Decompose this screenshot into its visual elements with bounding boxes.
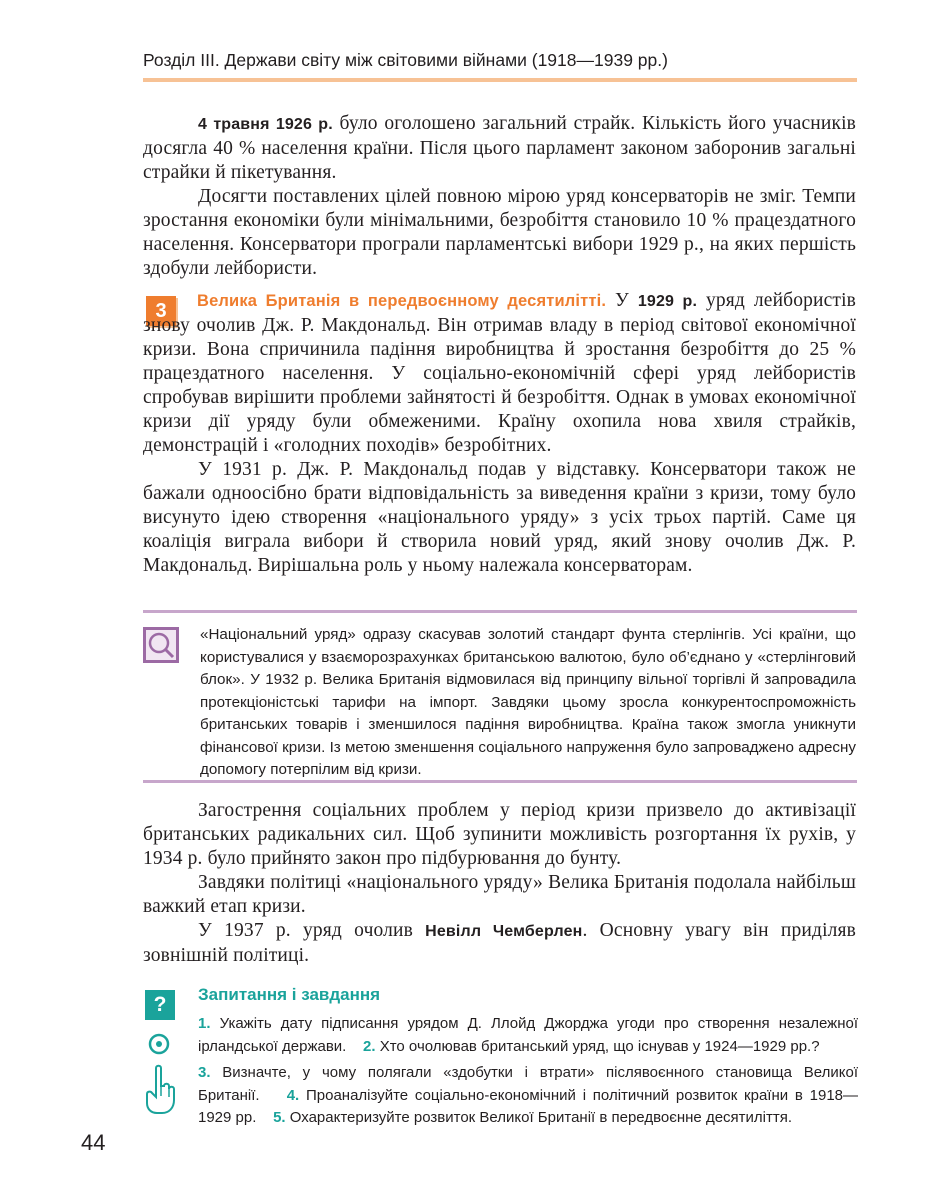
target-icon <box>148 1033 170 1055</box>
paragraph-text: уряд лейбористів знову очолив Дж. Р. Макдональд. Він отримав владу в період світової економічної кризи. Вона спричинила падіння виробництва й зростання безробіття до 25 % працездатного населення. У соціально-економічній сфері уряд лейбористів спробував вирішити проблеми зайнятості й безробіття. Однак в умовах економічної кризи дії уряду були обмеженими. Країну охопила нова хвиля страйків, демонстрацій і «голодних походів» безробітних. <box>143 290 857 456</box>
section-number-badge: 3 <box>146 296 176 326</box>
paragraph-macdonald-resign: У 1931 р. Дж. Р. Макдональд подав у відставку. Консерватори також не бажали одноосібно брати відповідальність за виведення країни з кризи, тому було висунуто ідею створення «національного уряду» з усіх трьох партій. Саме ця коаліція виграла вибори й створила новий уряд, який знову очолив Дж. Р. Макдональд. Вирішальна роль у ньому належала консерваторам. <box>143 459 856 576</box>
section-title: Велика Британія в передвоєнному десятилітті. <box>197 292 607 310</box>
hand-pointer-icon <box>142 1064 176 1116</box>
question-text: Проаналізуйте соціально-економічний і політичний розвиток країни в 1918—1929 рр. <box>198 1086 859 1126</box>
year-bold: 1929 р. <box>637 293 698 310</box>
magnifier-icon <box>143 627 179 663</box>
section-3-block <box>143 289 856 578</box>
name-bold: Невілл Чемберлен <box>425 923 583 940</box>
header-rule <box>143 78 857 82</box>
aside-note: «Національний уряд» одразу скасував золотий стандарт фунта стерлінгів. Усі країни, що користувалися у взаєморозрахунках британською валютою, було об’єднано у «стерлінговий блок». У 1932 р. Велика Британія відмовилася від принципу вільної торгівлі й запровадила протекціоністські тарифи на імпорт. Завдяки цьому зросла конкурентоспроможність британських товарів і зменшилося падіння виробництва. Країна також змогла уникнути фінансової кризи. Із метою зменшення соціального напруження було запроваджено адресну допомогу потерпілим від кризи. <box>200 626 856 778</box>
crisis-block <box>143 799 856 968</box>
question-text: Охарактеризуйте розвиток Великої Британії в передвоєнне десятиліття. <box>285 1109 793 1126</box>
text-fragment: . Основну увагу він приділяв зовнішній політиці. <box>143 920 856 966</box>
paragraph-chamberlain <box>143 919 856 968</box>
date-bold: 4 травня 1926 р. <box>198 116 333 133</box>
paragraph-radicals: Загострення соціальних проблем у період кризи призвело до активізації британських радикальних сил. Щоб зупинити можливість розгортання їх рухів, у 1934 р. було прийнято закон про підбурювання до бунту. <box>143 800 856 869</box>
running-header: Розділ III. Держави світу між світовими війнами (1918—1939 рр.) <box>143 50 668 70</box>
paragraph-strike <box>143 112 856 185</box>
question-mark-icon: ? <box>145 990 175 1020</box>
questions-group-1 <box>198 1013 858 1058</box>
paragraph-national-gov: Завдяки політиці «національного уряду» Велика Британія подолала найбільш важкий етап кризи. <box>143 872 856 917</box>
question-number: 2. <box>363 1037 376 1055</box>
question-number: 4. <box>286 1086 300 1104</box>
page-number: 44 <box>81 1130 106 1155</box>
intro-block <box>143 112 856 281</box>
paragraph-conservatives: Досягти поставлених цілей повною мірою уряд консерваторів не зміг. Темпи зростання економіки були мінімальними, безробіття становило 10 % працездатного населення. Консерватори програли парламентські вибори 1929 р., на яких першість здобули лейбористи. <box>143 186 856 279</box>
question-number: 3. <box>198 1064 211 1081</box>
text-fragment: У 1937 р. уряд очолив <box>198 920 426 941</box>
question-number: 5. <box>273 1109 286 1126</box>
section-3-paragraph <box>143 289 856 458</box>
questions-group-2 <box>198 1062 858 1130</box>
paragraph-text: було оголошено загальний страйк. Кількість його учасників досягла 40 % населення країни. Після цього парламент законом заборонив загальні страйки й пікетування. <box>143 113 856 183</box>
aside-top-rule <box>143 610 857 613</box>
aside-bottom-rule <box>143 780 857 783</box>
question-number: 1. <box>198 1015 211 1032</box>
question-text: Визначте, у чому полягали «здобутки і втрати» післявоєнного становища Великої Британії. <box>198 1064 858 1104</box>
text-fragment: У <box>606 290 638 311</box>
questions-title: Запитання і завдання <box>198 985 381 1004</box>
question-text: Хто очолював британський уряд, що існував у 1924—1929 рр.? <box>375 1037 820 1055</box>
question-text: Укажіть дату підписання урядом Д. Ллойд Джорджа угоди про створення незалежної ірландської держави. <box>198 1015 858 1055</box>
